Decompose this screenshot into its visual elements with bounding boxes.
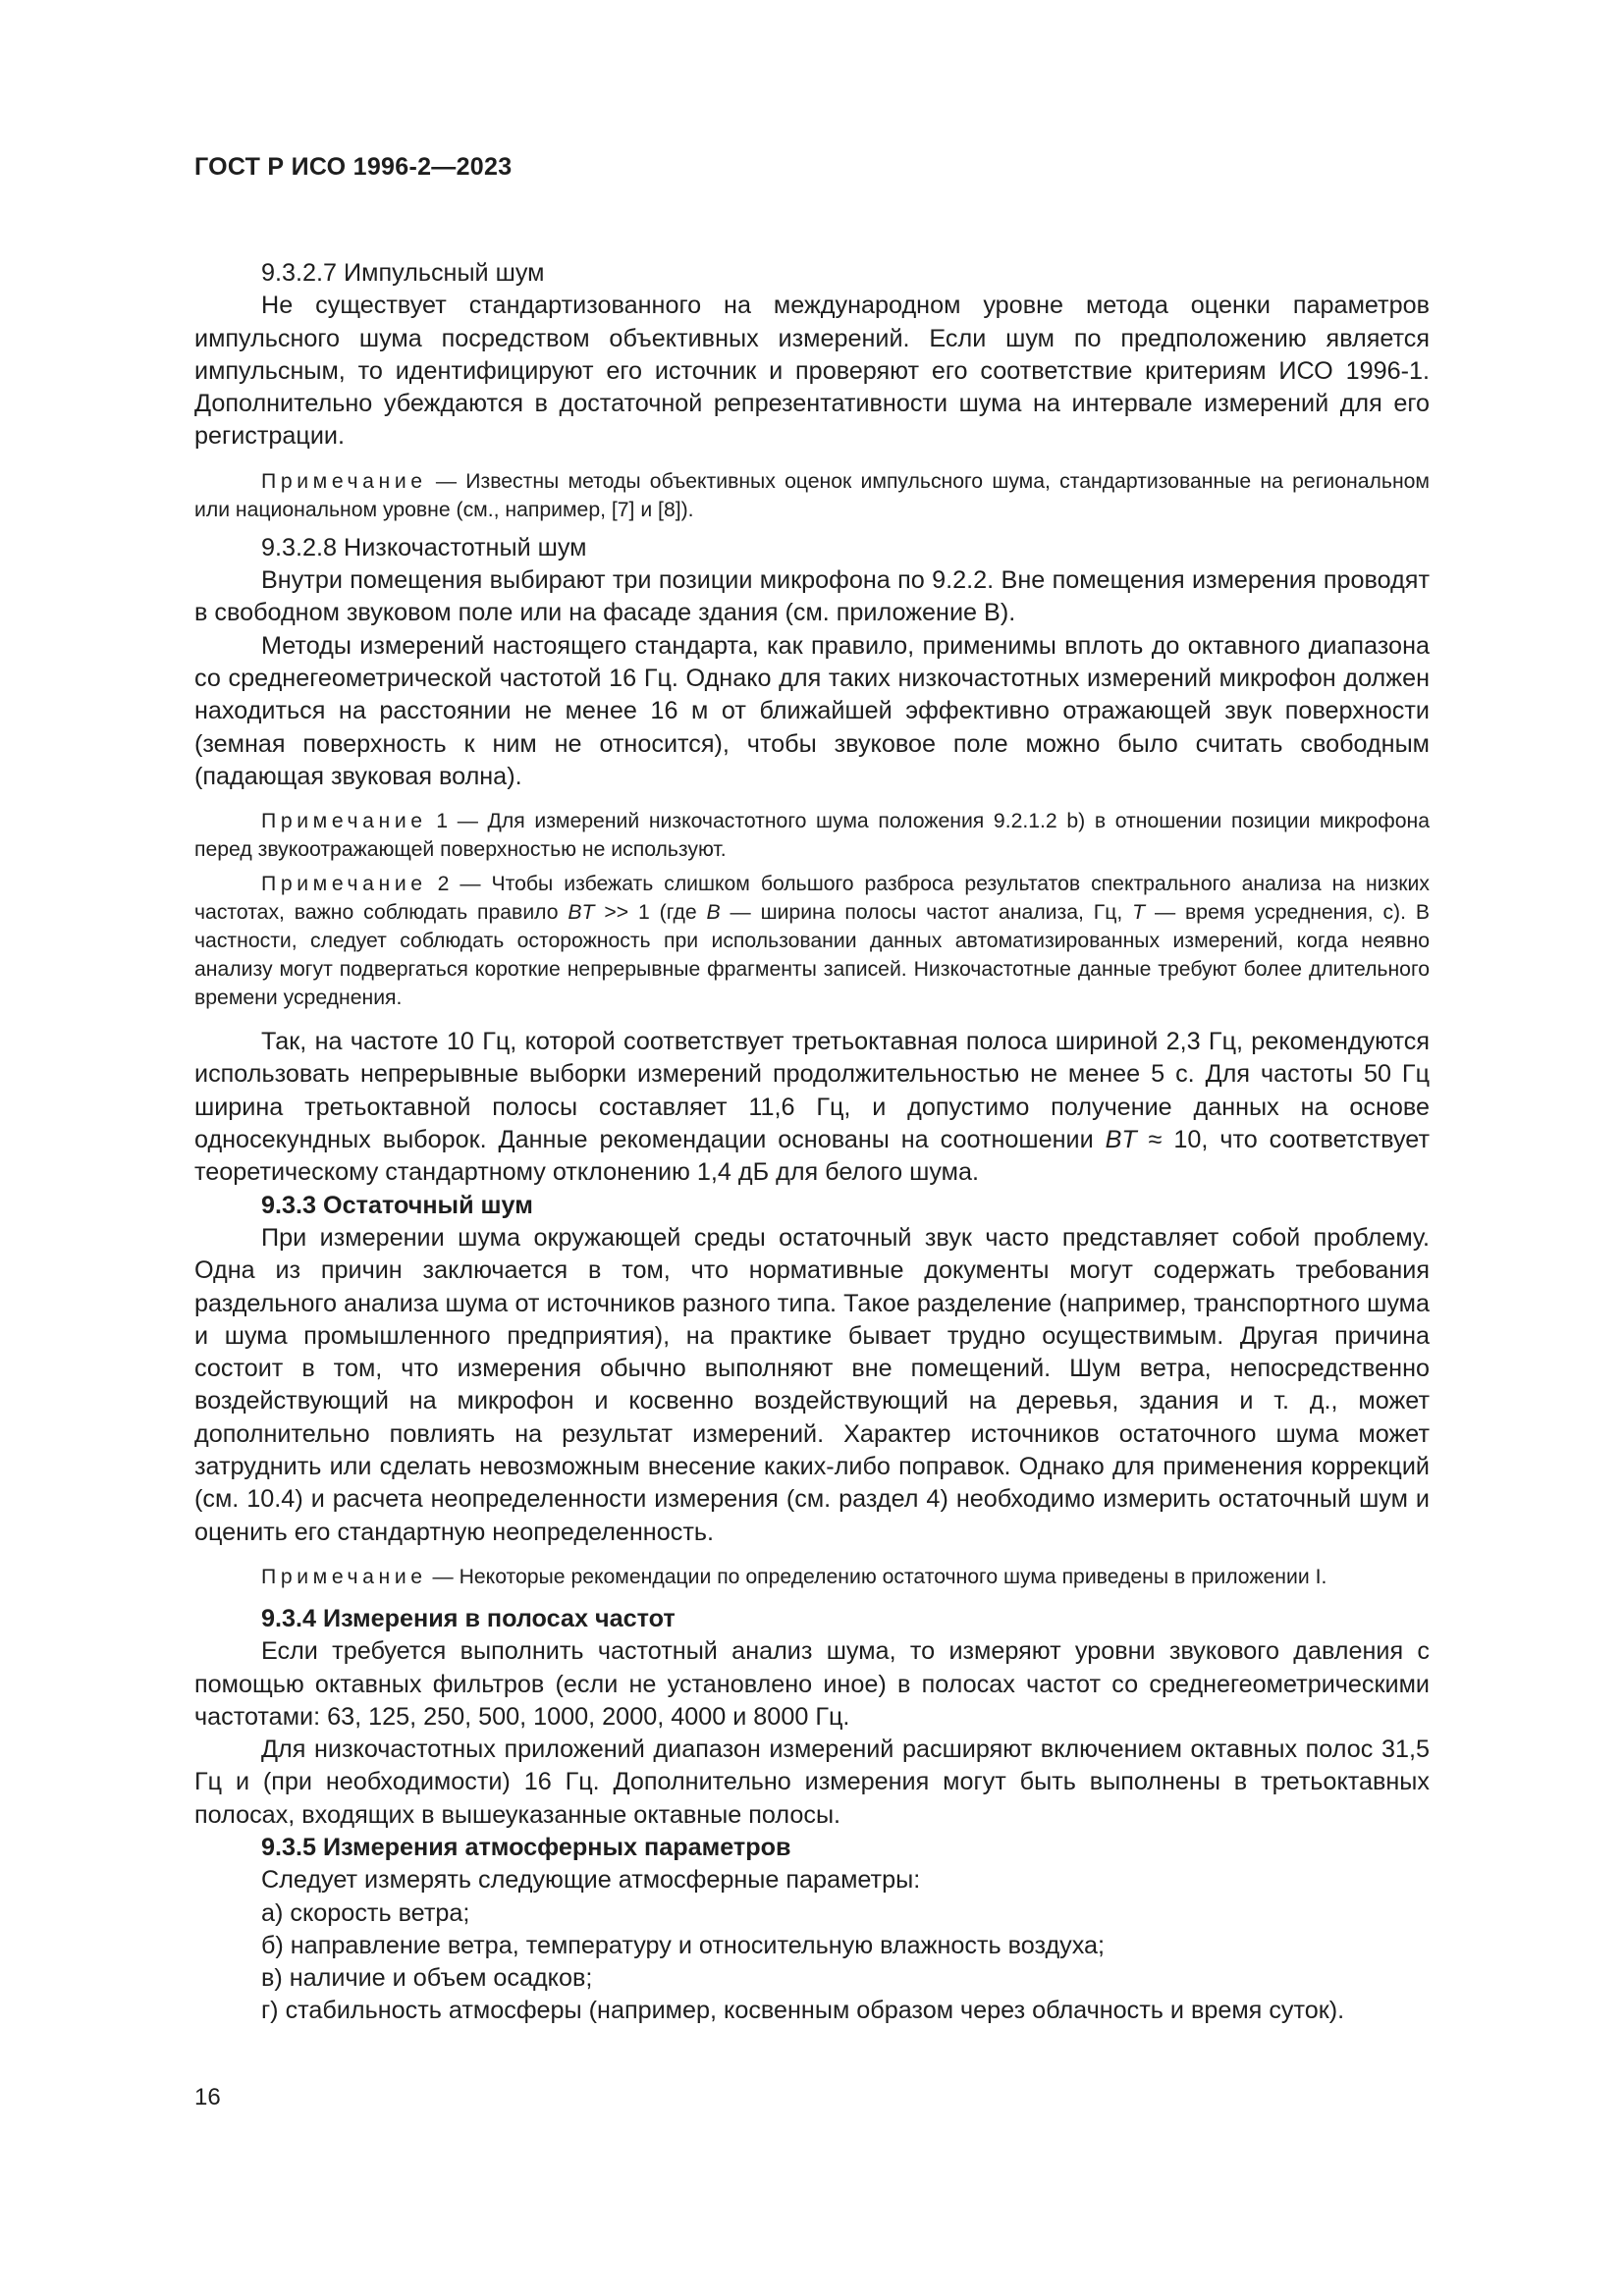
paragraph: Внутри помещения выбирают три позиции микрофона по 9.2.2. Вне помещения измерения проводят в свободном звуковом поле или на фасаде здания (см. приложение B).: [194, 566, 1430, 627]
paragraph-text: Так, на частоте 10 Гц, которой соответствует третьоктавная полоса шириной 2,3 Гц, рекомендуются использовать непрерывные выборки измерений продолжительностью не менее 5 с. Для частоты 50 Гц ширина третьоктавной полосы составляет 11,6 Гц, и допустимо получение данных на основе односекундных выборок. Данные рекомендации основаны на соотношении: [194, 1028, 1430, 1154]
paragraph-text: ≈ 10, что соответствует теоретическому стандартному отклонению 1,4 дБ для белого шума.: [194, 1126, 1430, 1187]
document-body: [194, 257, 1430, 2028]
note: [194, 467, 1430, 524]
page-number: 16: [194, 2084, 221, 2110]
document-header: ГОСТ Р ИСО 1996-2—2023: [194, 153, 513, 181]
list-item: а) скорость ветра;: [261, 1898, 470, 1927]
paragraph: Для низкочастотных приложений диапазон измерений расширяют включением октавных полос 31,5 Гц и (при необходимости) 16 Гц. Дополнительно измерения могут быть выполнены в третьоктавных полосах, входящих в вышеуказанные октавные полосы.: [194, 1735, 1430, 1829]
note-label: Примечание: [261, 469, 427, 493]
symbol-bt: BT: [568, 901, 595, 925]
note-2: [194, 870, 1430, 1012]
note-text: 2 — Чтобы избежать слишком большого разброса результатов спектрального анализа на низких частотах, важно соблюдать правило: [194, 873, 1430, 925]
note-text: 1 — Для измерений низкочастотного шума положения 9.2.1.2 b) в отношении позиции микрофона перед звукоотражающей поверхностью не используют.: [194, 810, 1430, 862]
note-label: Примечание: [261, 873, 427, 896]
list-item: в) наличие и объем осадков;: [261, 1964, 593, 1993]
section-heading-9-3-2-8: 9.3.2.8 Низкочастотный шум: [261, 533, 587, 561]
note-label: Примечание: [261, 1565, 427, 1588]
note-text: — ширина полосы частот анализа, Гц,: [720, 901, 1133, 925]
note: [194, 1563, 1430, 1591]
note-text: >> 1 (где: [594, 901, 707, 925]
note-text: — Известны методы объективных оценок импульсного шума, стандартизованные на региональном или национальном уровне (см., например, [7] и [8]).: [194, 469, 1430, 521]
section-heading-9-3-3: 9.3.3 Остаточный шум: [261, 1191, 533, 1219]
symbol-bt: BT: [1105, 1126, 1137, 1154]
note-text: — время усреднения, с). В частности, следует соблюдать осторожность при использовании данных автоматизированных измерений, когда неявно анализу могут подвергаться короткие непрерывные фрагменты записей. Низкочастотные данные требуют более длительного времени усреднения.: [194, 901, 1430, 1010]
section-heading-9-3-5: 9.3.5 Измерения атмосферных параметров: [261, 1833, 791, 1861]
paragraph: Если требуется выполнить частотный анализ шума, то измеряют уровни звукового давления с помощью октавных фильтров (если не установлено иное) в полосах частот со среднегеометрическими частотами: 63, 125, 250, 500, 1000, 2000, 4000 и 8000 Гц.: [194, 1637, 1430, 1731]
symbol-t: T: [1132, 901, 1146, 925]
paragraph: Не существует стандартизованного на международном уровне метода оценки параметров импульсного шума посредством объективных измерений. Если шум по предположению является импульсным, то идентифицируют его источник и проверяют его соответствие критериям ИСО 1996-1. Дополнительно убеждаются в достаточной репрезентативности шума на интервале измерений для его регистрации.: [194, 292, 1430, 451]
note-label: Примечание: [261, 810, 427, 833]
symbol-b: B: [706, 901, 721, 925]
list-item: г) стабильность атмосферы (например, косвенным образом через облачность и время суток).: [261, 1997, 1345, 2025]
list-intro: Следует измерять следующие атмосферные параметры:: [261, 1866, 921, 1895]
paragraph: При измерении шума окружающей среды остаточный звук часто представляет собой проблему. Одна из причин заключается в том, что нормативные документы могут содержать требования раздельного анализа шума от источников разного типа. Такое разделение (например, транспортного шума и шума промышленного предприятия), на практике бывает трудно осуществимым. Другая причина состоит в том, что измерения обычно выполняют вне помещений. Шум ветра, непосредственно воздействующий на микрофон и косвенно воздействующий на деревья, здания и т. д., может дополнительно повлиять на результат измерений. Характер источников остаточного шума может затруднить или сделать невозможным внесение каких-либо поправок. Однако для применения коррекций (см. 10.4) и расчета неопределенности измерения (см. раздел 4) необходимо измерить остаточный шум и оценить его стандартную неопределенность.: [194, 1223, 1430, 1546]
section-heading-9-3-4: 9.3.4 Измерения в полосах частот: [261, 1604, 676, 1632]
section-heading-9-3-2-7: 9.3.2.7 Импульсный шум: [261, 259, 545, 287]
list-item: б) направление ветра, температуру и относительную влажность воздуха;: [261, 1931, 1106, 1959]
note-text: — Некоторые рекомендации по определению остаточного шума приведены в приложении I.: [426, 1565, 1327, 1588]
note-1: [194, 807, 1430, 864]
paragraph: [194, 1026, 1430, 1189]
paragraph: Методы измерений настоящего стандарта, как правило, применимы вплоть до октавного диапазона со среднегеометрической частотой 16 Гц. Однако для таких низкочастотных измерений микрофон должен находиться на расстоянии не менее 16 м от ближайшей эффективно отражающей звук поверхности (земная поверхность к ним не относится), чтобы звуковое поле можно было считать свободным (падающая звуковая волна).: [194, 631, 1430, 790]
